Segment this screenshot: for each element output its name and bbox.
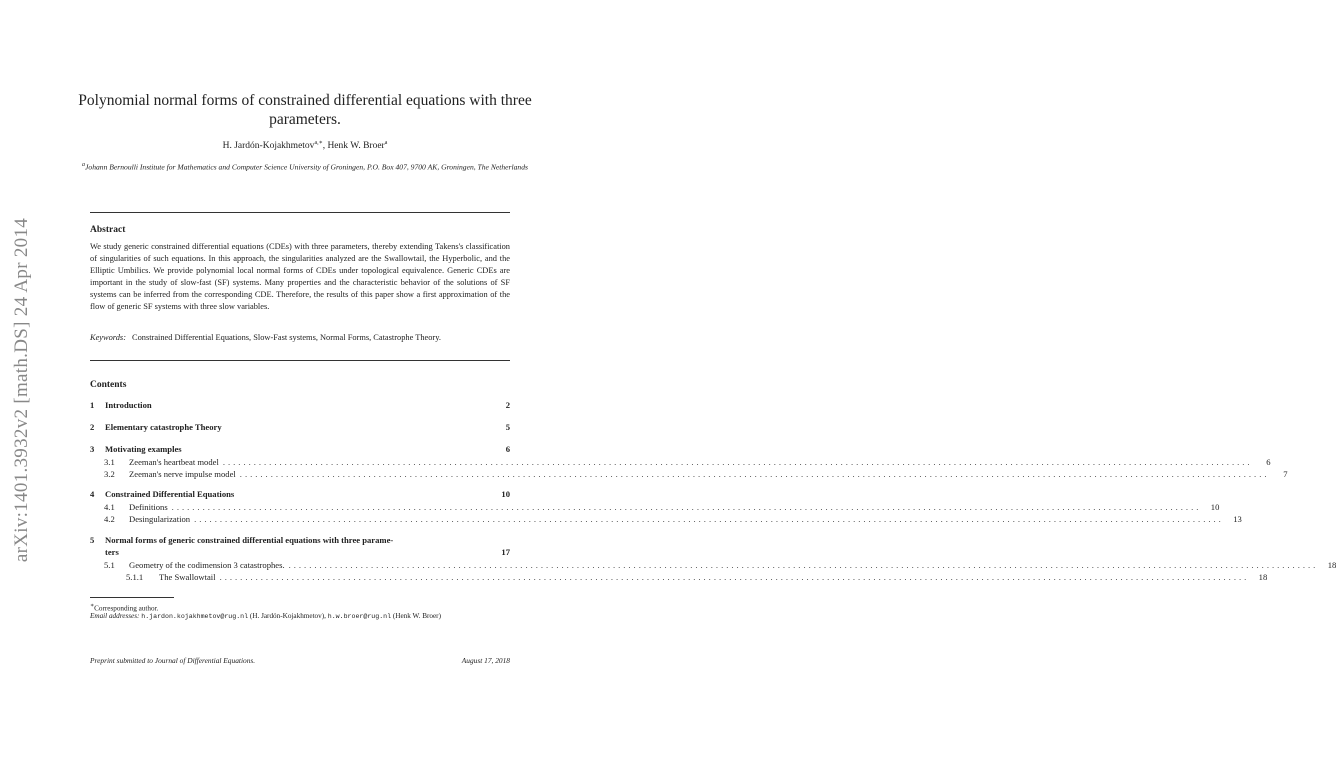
toc-leader: ........................................................................................................................................................................................................ bbox=[194, 514, 1224, 524]
toc-title: The Swallowtail bbox=[159, 572, 216, 582]
toc-page: 7 bbox=[1283, 469, 1288, 479]
toc-page: 5 bbox=[505, 422, 510, 432]
author-separator: , bbox=[322, 141, 328, 152]
toc-title: Definitions bbox=[129, 502, 168, 512]
email-label: Email addresses: bbox=[90, 612, 140, 620]
author-line bbox=[60, 139, 550, 151]
email-link-2[interactable]: h.w.broer@rug.nl bbox=[327, 613, 392, 620]
toc-title: Zeeman's nerve impulse model bbox=[129, 469, 236, 479]
affiliation-mark: a bbox=[82, 162, 86, 168]
footer-date: August 17, 2018 bbox=[461, 656, 510, 665]
toc-heading: Contents bbox=[90, 380, 127, 390]
footnote-mark: ∗ bbox=[90, 603, 95, 609]
toc-title: Motivating examples bbox=[105, 444, 182, 454]
footnote-rule bbox=[90, 597, 174, 598]
toc-title-line-1: Normal forms of generic constrained differential equations with three parame- bbox=[105, 535, 394, 545]
keywords-label: Keywords: bbox=[90, 333, 126, 342]
keywords bbox=[90, 332, 510, 344]
toc-entry[interactable] bbox=[90, 489, 510, 500]
toc-entry[interactable] bbox=[90, 514, 1242, 525]
toc-entry[interactable] bbox=[90, 444, 510, 455]
keywords-text: Constrained Differential Equations, Slow-Fast systems, Normal Forms, Catastrophe Theory. bbox=[131, 333, 441, 342]
toc-page: 13 bbox=[1233, 514, 1242, 524]
author-2-marks: a bbox=[384, 140, 388, 146]
toc-page: 2 bbox=[505, 400, 510, 410]
toc-leader: ........................................................................................................................................................................................................ bbox=[288, 560, 1319, 570]
paper-title: Polynomial normal forms of constrained differential equations with three parameters. bbox=[78, 92, 532, 128]
toc-title-line-2: ters bbox=[105, 547, 119, 557]
toc-page: 6 bbox=[1266, 457, 1271, 467]
abstract-body: We study generic constrained differential equations (CDEs) with three parameters, thereby extending Takens's classification of singularities of such equations. In this approach, the singularities analyzed are the Swallowtail, the Hyperbolic, and the Elliptic Umbilics. We provide polynomial local normal forms of CDEs under topological equivalence. Generic CDEs are important in the study of slow-fast (SF) systems. Many properties and the characteristic behavior of the solutions of SF systems can be inferred from the corresponding CDE. Therefore, the results of this paper show a first approximation of the flow of generic SF systems with three slow variables. bbox=[90, 242, 510, 311]
toc-title: Elementary catastrophe Theory bbox=[105, 422, 222, 432]
toc-entry[interactable] bbox=[90, 560, 1336, 571]
email-2-owner: (Henk W. Broer) bbox=[391, 612, 441, 620]
toc-leader: ........................................................................................................................................................................................................ bbox=[222, 457, 1253, 467]
toc-number: 4.1 bbox=[104, 502, 115, 512]
arxiv-id: arXiv:1401.3932v2 [math.DS] 24 Apr 2014 bbox=[11, 217, 32, 563]
footer-journal: Preprint submitted to Journal of Differential Equations. bbox=[90, 656, 256, 665]
toc-entry[interactable] bbox=[90, 457, 1271, 468]
toc-entry[interactable] bbox=[90, 422, 510, 433]
footnote-corresponding-text: Corresponding author. bbox=[94, 604, 159, 613]
toc-title: Desingularization bbox=[129, 514, 191, 524]
toc-page: 18 bbox=[1327, 560, 1336, 570]
footnote-emails bbox=[90, 611, 510, 622]
toc-entry-continued[interactable] bbox=[90, 547, 510, 558]
toc-number: 5.1 bbox=[104, 560, 115, 570]
toc-number: 3.1 bbox=[104, 457, 115, 467]
toc-entry[interactable] bbox=[90, 469, 1288, 480]
toc-title: Constrained Differential Equations bbox=[105, 489, 235, 499]
author-2: Henk W. Broer bbox=[327, 141, 385, 152]
toc-title: Introduction bbox=[105, 400, 152, 410]
abstract-top-rule bbox=[90, 212, 510, 213]
abstract-heading: Abstract bbox=[90, 225, 126, 235]
toc-page: 6 bbox=[505, 444, 510, 454]
toc-number: 5 bbox=[90, 535, 95, 545]
toc-title: Geometry of the codimension 3 catastrophes. bbox=[129, 560, 285, 570]
toc-entry[interactable] bbox=[90, 400, 510, 411]
author-1: H. Jardón-Kojakhmetov bbox=[222, 141, 315, 152]
arxiv-sidebar-stamp bbox=[10, 205, 34, 575]
toc-number: 2 bbox=[90, 422, 95, 432]
author-1-marks: a,∗ bbox=[314, 140, 323, 146]
toc-leader: ........................................................................................................................................................................................................ bbox=[219, 572, 1250, 582]
toc-page: 17 bbox=[501, 547, 510, 557]
toc-leader: ........................................................................................................................................................................................................ bbox=[239, 469, 1270, 479]
affiliation bbox=[80, 160, 530, 173]
toc-page: 10 bbox=[501, 489, 510, 499]
toc-number: 3.2 bbox=[104, 469, 115, 479]
toc-page: 18 bbox=[1258, 572, 1268, 582]
affiliation-text: Johann Bernoulli Institute for Mathematics and Computer Science University of Groningen, P.O. Box 407, 9700 AK, Groningen, The Netherlands bbox=[85, 162, 528, 172]
toc-number: 4 bbox=[90, 489, 95, 499]
toc-entry[interactable] bbox=[90, 502, 1220, 513]
email-1-owner: (H. Jardón-Kojakhmetov), bbox=[248, 612, 328, 620]
toc-number: 4.2 bbox=[104, 514, 115, 524]
toc-title: Zeeman's heartbeat model bbox=[129, 457, 219, 467]
email-link-1[interactable]: h.jardon.kojakhmetov@rug.nl bbox=[141, 613, 249, 620]
toc-leader: ........................................................................................................................................................................................................ bbox=[171, 502, 1202, 512]
toc-number: 5.1.1 bbox=[126, 572, 144, 582]
toc-number: 3 bbox=[90, 444, 95, 454]
toc-entry[interactable] bbox=[90, 572, 1268, 583]
abstract-bottom-rule bbox=[90, 360, 510, 361]
toc-entry[interactable] bbox=[90, 535, 510, 546]
toc-number: 1 bbox=[90, 400, 95, 410]
toc-page: 10 bbox=[1210, 502, 1220, 512]
